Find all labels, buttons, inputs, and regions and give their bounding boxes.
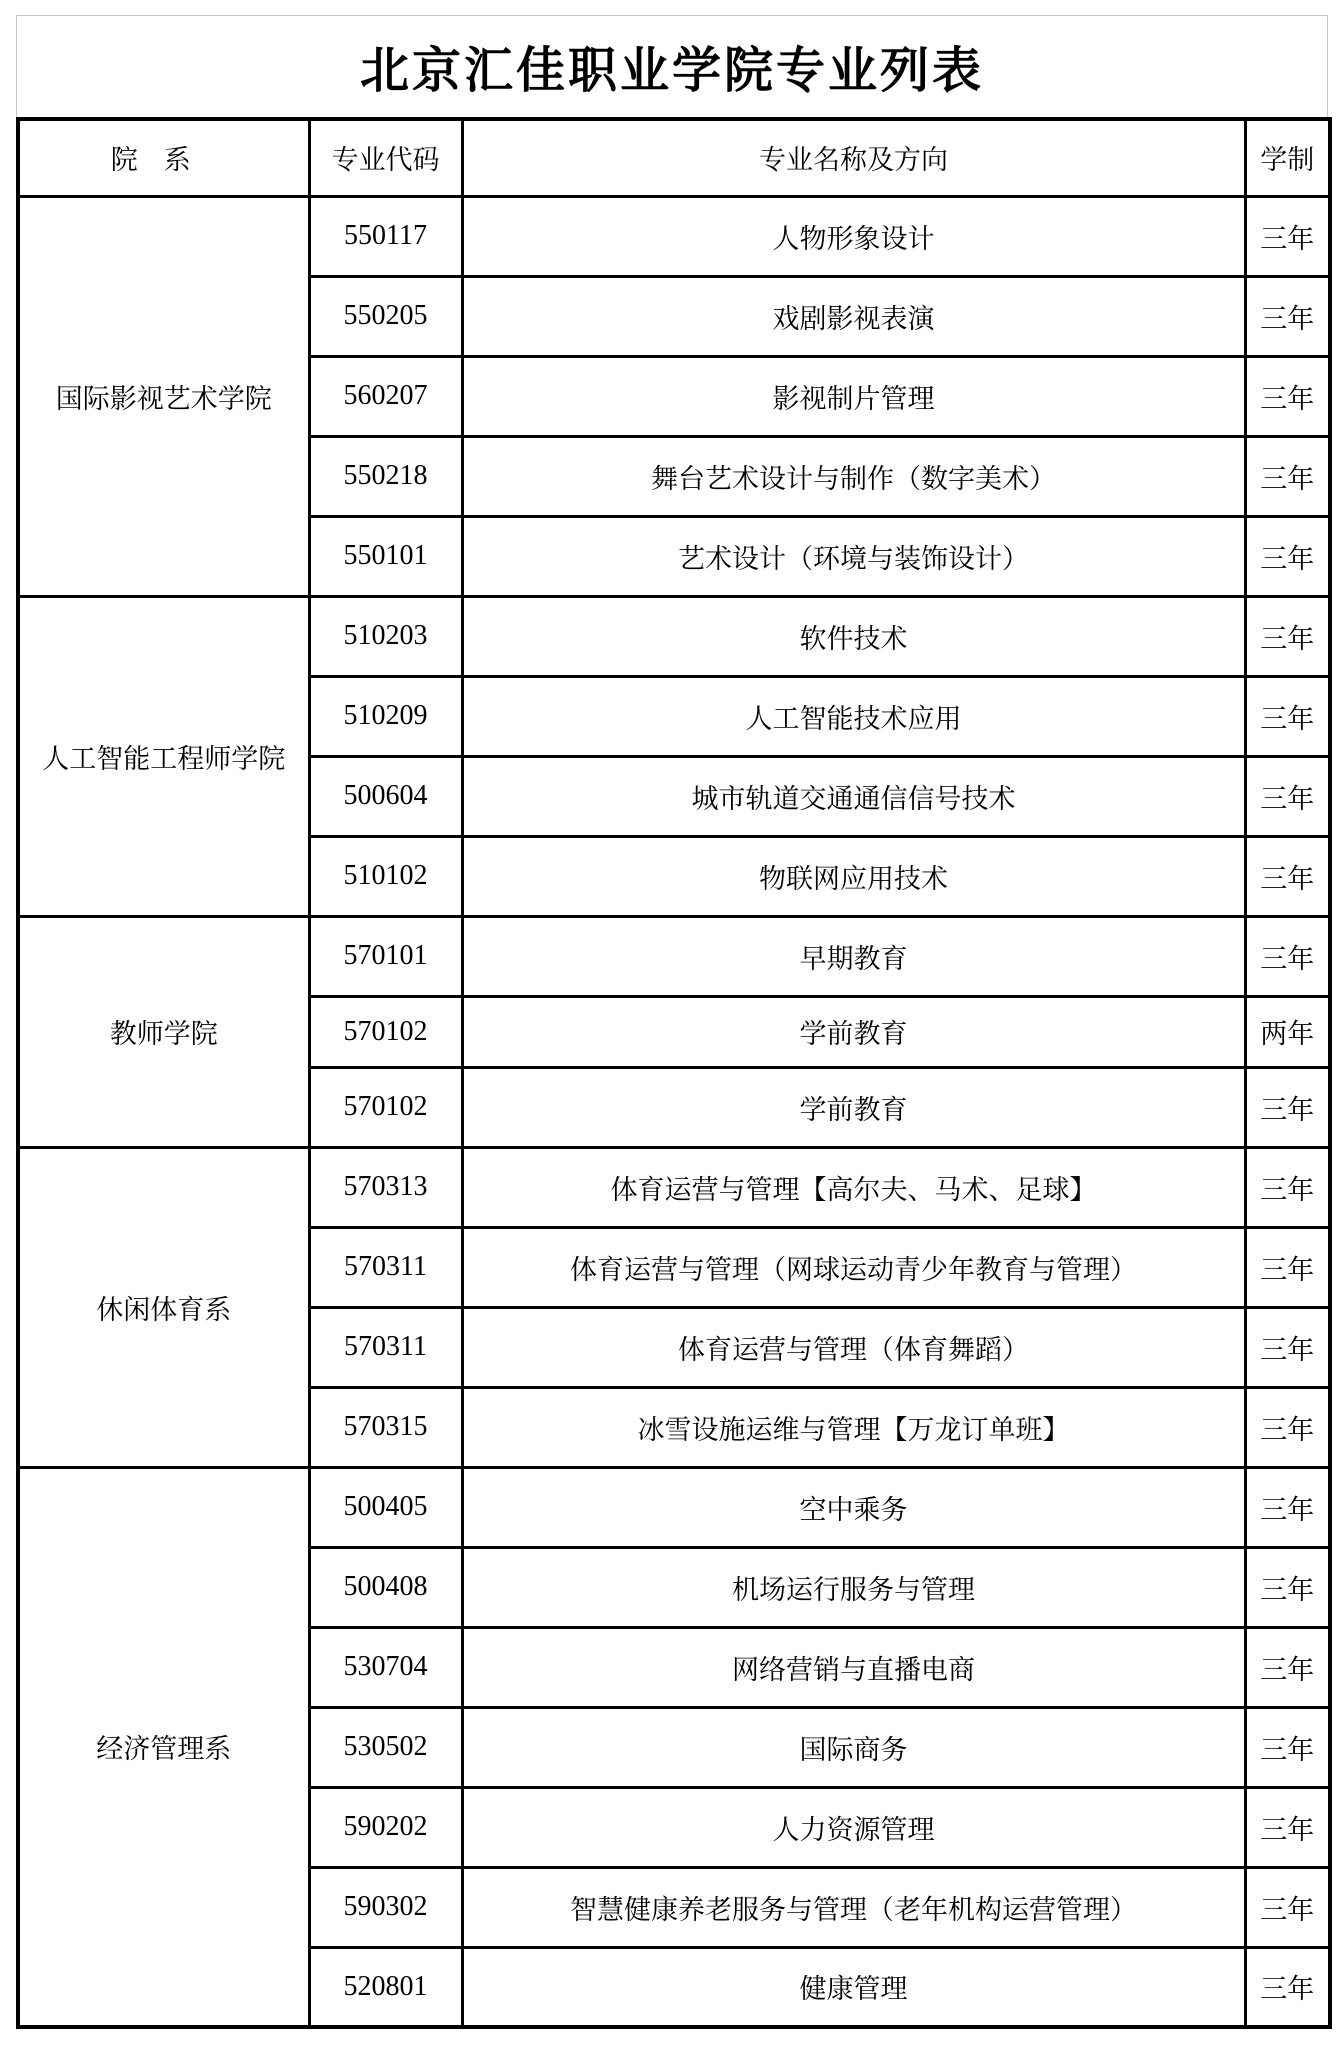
major-name-cell: 体育运营与管理【高尔夫、马术、足球】 [462, 1147, 1245, 1227]
major-name-cell: 机场运行服务与管理 [462, 1547, 1245, 1627]
major-name-cell: 智慧健康养老服务与管理（老年机构运营管理） [462, 1867, 1245, 1947]
duration-cell: 三年 [1245, 1947, 1330, 2027]
major-name-cell: 舞台艺术设计与制作（数字美术） [462, 436, 1245, 516]
major-name-cell: 人物形象设计 [462, 196, 1245, 276]
duration-cell: 三年 [1245, 436, 1330, 516]
table-row [18, 916, 1330, 996]
major-code-cell: 500604 [309, 756, 462, 836]
duration-cell: 三年 [1245, 196, 1330, 276]
major-name-cell: 物联网应用技术 [462, 836, 1245, 916]
major-name-cell: 冰雪设施运维与管理【万龙订单班】 [462, 1387, 1245, 1467]
major-code-cell: 520801 [309, 1947, 462, 2027]
duration-cell: 三年 [1245, 1387, 1330, 1467]
major-name-cell: 健康管理 [462, 1947, 1245, 2027]
major-name-cell: 城市轨道交通通信信号技术 [462, 756, 1245, 836]
duration-cell: 三年 [1245, 676, 1330, 756]
table-row [18, 1147, 1330, 1227]
header-cell-code: 专业代码 [309, 119, 462, 196]
major-name-cell: 学前教育 [462, 1067, 1245, 1147]
majors-table [16, 117, 1332, 2029]
major-code-cell: 570101 [309, 916, 462, 996]
major-code-cell: 570313 [309, 1147, 462, 1227]
department-cell: 国际影视艺术学院 [18, 196, 309, 596]
table-row [18, 1467, 1330, 1547]
duration-cell: 三年 [1245, 1467, 1330, 1547]
major-code-cell: 500408 [309, 1547, 462, 1627]
duration-cell: 三年 [1245, 1707, 1330, 1787]
major-code-cell: 500405 [309, 1467, 462, 1547]
major-name-cell: 戏剧影视表演 [462, 276, 1245, 356]
major-code-cell: 570102 [309, 996, 462, 1067]
table-header [18, 119, 1330, 196]
header-row [18, 119, 1330, 196]
duration-cell: 三年 [1245, 596, 1330, 676]
major-code-cell: 510102 [309, 836, 462, 916]
major-name-cell: 软件技术 [462, 596, 1245, 676]
major-code-cell: 560207 [309, 356, 462, 436]
major-name-cell: 体育运营与管理（体育舞蹈） [462, 1307, 1245, 1387]
header-cell-major-name: 专业名称及方向 [462, 119, 1245, 196]
major-name-cell: 艺术设计（环境与装饰设计） [462, 516, 1245, 596]
document [16, 15, 1328, 2029]
major-name-cell: 网络营销与直播电商 [462, 1627, 1245, 1707]
duration-cell: 三年 [1245, 1867, 1330, 1947]
duration-cell: 三年 [1245, 1067, 1330, 1147]
major-code-cell: 570311 [309, 1307, 462, 1387]
major-code-cell: 550205 [309, 276, 462, 356]
duration-cell: 三年 [1245, 276, 1330, 356]
department-cell: 人工智能工程师学院 [18, 596, 309, 916]
duration-cell: 三年 [1245, 356, 1330, 436]
major-code-cell: 530502 [309, 1707, 462, 1787]
major-code-cell: 510209 [309, 676, 462, 756]
duration-cell: 三年 [1245, 516, 1330, 596]
major-name-cell: 人工智能技术应用 [462, 676, 1245, 756]
table-row [18, 596, 1330, 676]
department-cell: 经济管理系 [18, 1467, 309, 2027]
duration-cell: 三年 [1245, 1787, 1330, 1867]
duration-cell: 两年 [1245, 996, 1330, 1067]
duration-cell: 三年 [1245, 916, 1330, 996]
duration-cell: 三年 [1245, 1627, 1330, 1707]
header-cell-department: 院系 [18, 119, 309, 196]
majors-table-body [18, 196, 1330, 2027]
major-code-cell: 510203 [309, 596, 462, 676]
duration-cell: 三年 [1245, 756, 1330, 836]
header-cell-duration: 学制 [1245, 119, 1330, 196]
major-code-cell: 550101 [309, 516, 462, 596]
duration-cell: 三年 [1245, 1147, 1330, 1227]
major-code-cell: 550218 [309, 436, 462, 516]
major-code-cell: 590202 [309, 1787, 462, 1867]
table-row [18, 196, 1330, 276]
duration-cell: 三年 [1245, 836, 1330, 916]
major-code-cell: 570315 [309, 1387, 462, 1467]
duration-cell: 三年 [1245, 1227, 1330, 1307]
major-name-cell: 人力资源管理 [462, 1787, 1245, 1867]
major-code-cell: 550117 [309, 196, 462, 276]
major-name-cell: 影视制片管理 [462, 356, 1245, 436]
major-name-cell: 国际商务 [462, 1707, 1245, 1787]
major-name-cell: 空中乘务 [462, 1467, 1245, 1547]
major-name-cell: 学前教育 [462, 996, 1245, 1067]
duration-cell: 三年 [1245, 1547, 1330, 1627]
major-code-cell: 530704 [309, 1627, 462, 1707]
major-name-cell: 体育运营与管理（网球运动青少年教育与管理） [462, 1227, 1245, 1307]
major-code-cell: 570311 [309, 1227, 462, 1307]
page-title: 北京汇佳职业学院专业列表 [16, 15, 1328, 117]
department-cell: 休闲体育系 [18, 1147, 309, 1467]
major-name-cell: 早期教育 [462, 916, 1245, 996]
major-code-cell: 570102 [309, 1067, 462, 1147]
department-cell: 教师学院 [18, 916, 309, 1147]
duration-cell: 三年 [1245, 1307, 1330, 1387]
major-code-cell: 590302 [309, 1867, 462, 1947]
